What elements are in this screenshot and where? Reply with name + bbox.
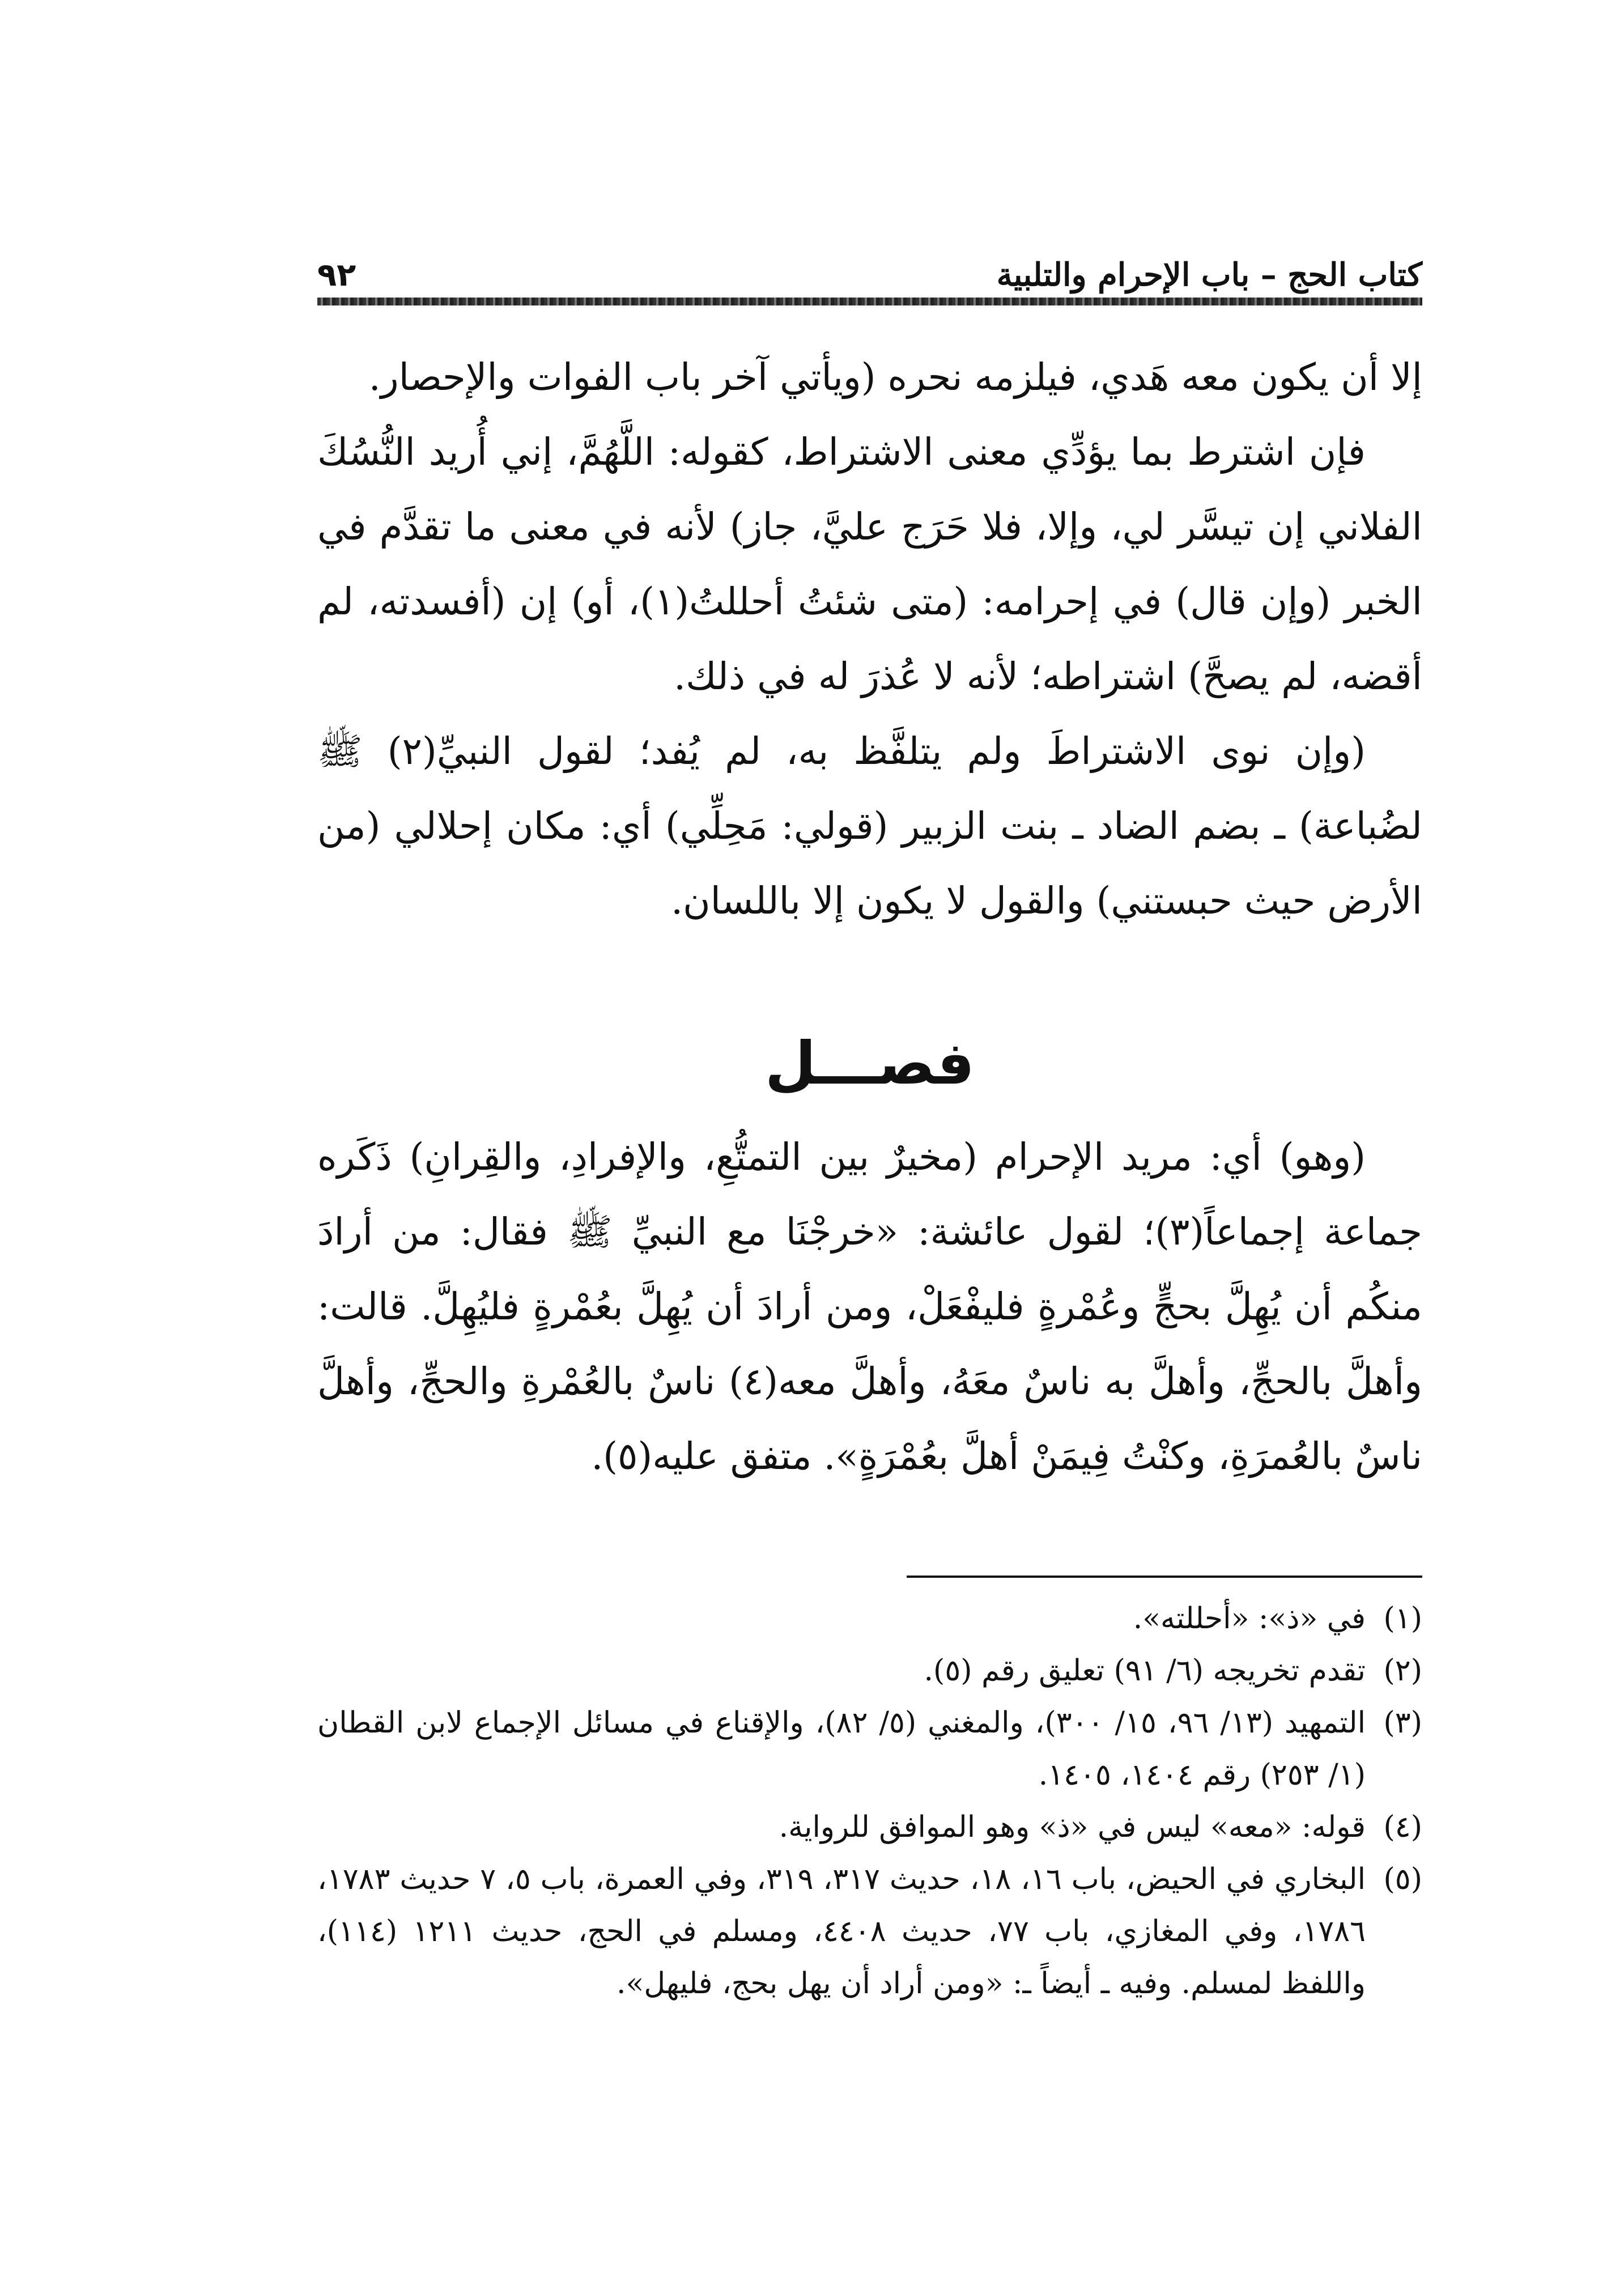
- footnote-rule: [907, 1576, 1422, 1578]
- footnote-number: (٢): [1383, 1654, 1422, 1688]
- footnote-text: تقدم تخريجه (٦/ ٩١) تعليق رقم (٥).: [924, 1654, 1366, 1688]
- footnote-text: قوله: «معه» ليس في «ذ» وهو الموافق للرواية.: [779, 1810, 1366, 1844]
- footnote-3: [317, 1697, 1422, 1801]
- footnote-number: (٥): [1383, 1862, 1422, 1896]
- paragraph-1: إلا أن يكون معه هَدي، فيلزمه نحره (ويأتي آخر باب الفوات والإحصار.: [368, 355, 1422, 399]
- footnote-number: (٣): [1383, 1706, 1422, 1740]
- header-rule: [317, 298, 1422, 305]
- footnote-text: في «ذ»: «أحللته».: [1133, 1602, 1366, 1636]
- footnote-number: (٤): [1383, 1810, 1422, 1844]
- footnote-1: [317, 1593, 1422, 1645]
- paragraph-4: (وهو) أي: مريد الإحرام (مخيرٌ بين التمتُّعِ، والإفرادِ، والقِرانِ) ذَكَره جماعة إجماعاً(٣)؛ لقول عائشة: «خرجْنَا مع النبيِّ ﷺ فقال: من أرادَ منكُم أن يُهِلَّ بحجٍّ وعُمْرةٍ فليفْعَلْ، ومن أرادَ أن يُهِلَّ بعُمْرةٍ فليُهِلَّ. قالت: وأهلَّ بالحجِّ، وأهلَّ به ناسٌ معَهُ، وأهلَّ معه(٤) ناسٌ بالعُمْرةِ والحجِّ، وأهلَّ ناسٌ بالعُمرَةِ، وكنْتُ فِيمَنْ أهلَّ بعُمْرَةٍ». متفق عليه(٥).: [317, 1135, 1423, 1478]
- paragraph-3: (وإن نوى الاشتراطَ ولم يتلفَّظ به، لم يُفد؛ لقول النبيِّ(٢) ﷺ لضُباعة) ـ بضم الضاد ـ بنت الزبير (قولي: مَحِلِّي) أي: مكان إحلالي (من الأرض حيث حبستني) والقول لا يكون إلا باللسان.: [317, 729, 1422, 923]
- running-header: [317, 243, 1422, 294]
- paragraph-2: فإن اشترط بما يؤدِّي معنى الاشتراط، كقوله: اللَّهُمَّ، إني أُريد النُّسُكَ الفلاني إن تيسَّر لي، وإلا، فلا حَرَج عليَّ، جاز) لأنه في معنى ما تقدَّم في الخبر (وإن قال) في إحرامه: (متى شئتُ أحللتُ(١)، أو) إن (أفسدته، لم أقضه، لم يصحَّ) اشتراطه؛ لأنه لا عُذرَ له في ذلك.: [317, 430, 1422, 698]
- footnote-4: [317, 1801, 1422, 1853]
- footnote-2: [317, 1645, 1422, 1697]
- footnote-text: التمهيد (١٣/ ٩٦، ١٥/ ٣٠٠)، والمغني (٥/ ٨٢)، والإقناع في مسائل الإجماع لابن القطان (١/ ٢٥٣) رقم ١٤٠٤، ١٤٠٥.: [317, 1706, 1366, 1792]
- footnote-text: البخاري في الحيض، باب ١٦، ١٨، حديث ٣١٧، ٣١٩، وفي العمرة، باب ٥، ٧ حديث ١٧٨٣، ١٧٨٦، وفي المغازي، باب ٧٧، حديث ٤٤٠٨، ومسلم في الحج، حديث ١٢١١ (١١٤)، واللفظ لمسلم. وفيه ـ أيضاً ـ: «ومن أراد أن يهل بحج، فليهل».: [317, 1862, 1366, 2001]
- page-number: ٩٢: [317, 257, 356, 294]
- book-title: كتاب الحج – باب الإحرام والتلبية: [996, 256, 1422, 294]
- footnote-number: (١): [1383, 1602, 1422, 1636]
- footnote-5: [317, 1853, 1422, 2010]
- section-heading: فصـــل: [764, 1029, 975, 1098]
- main-text: [317, 340, 1422, 1494]
- footnotes: [317, 1593, 1422, 2010]
